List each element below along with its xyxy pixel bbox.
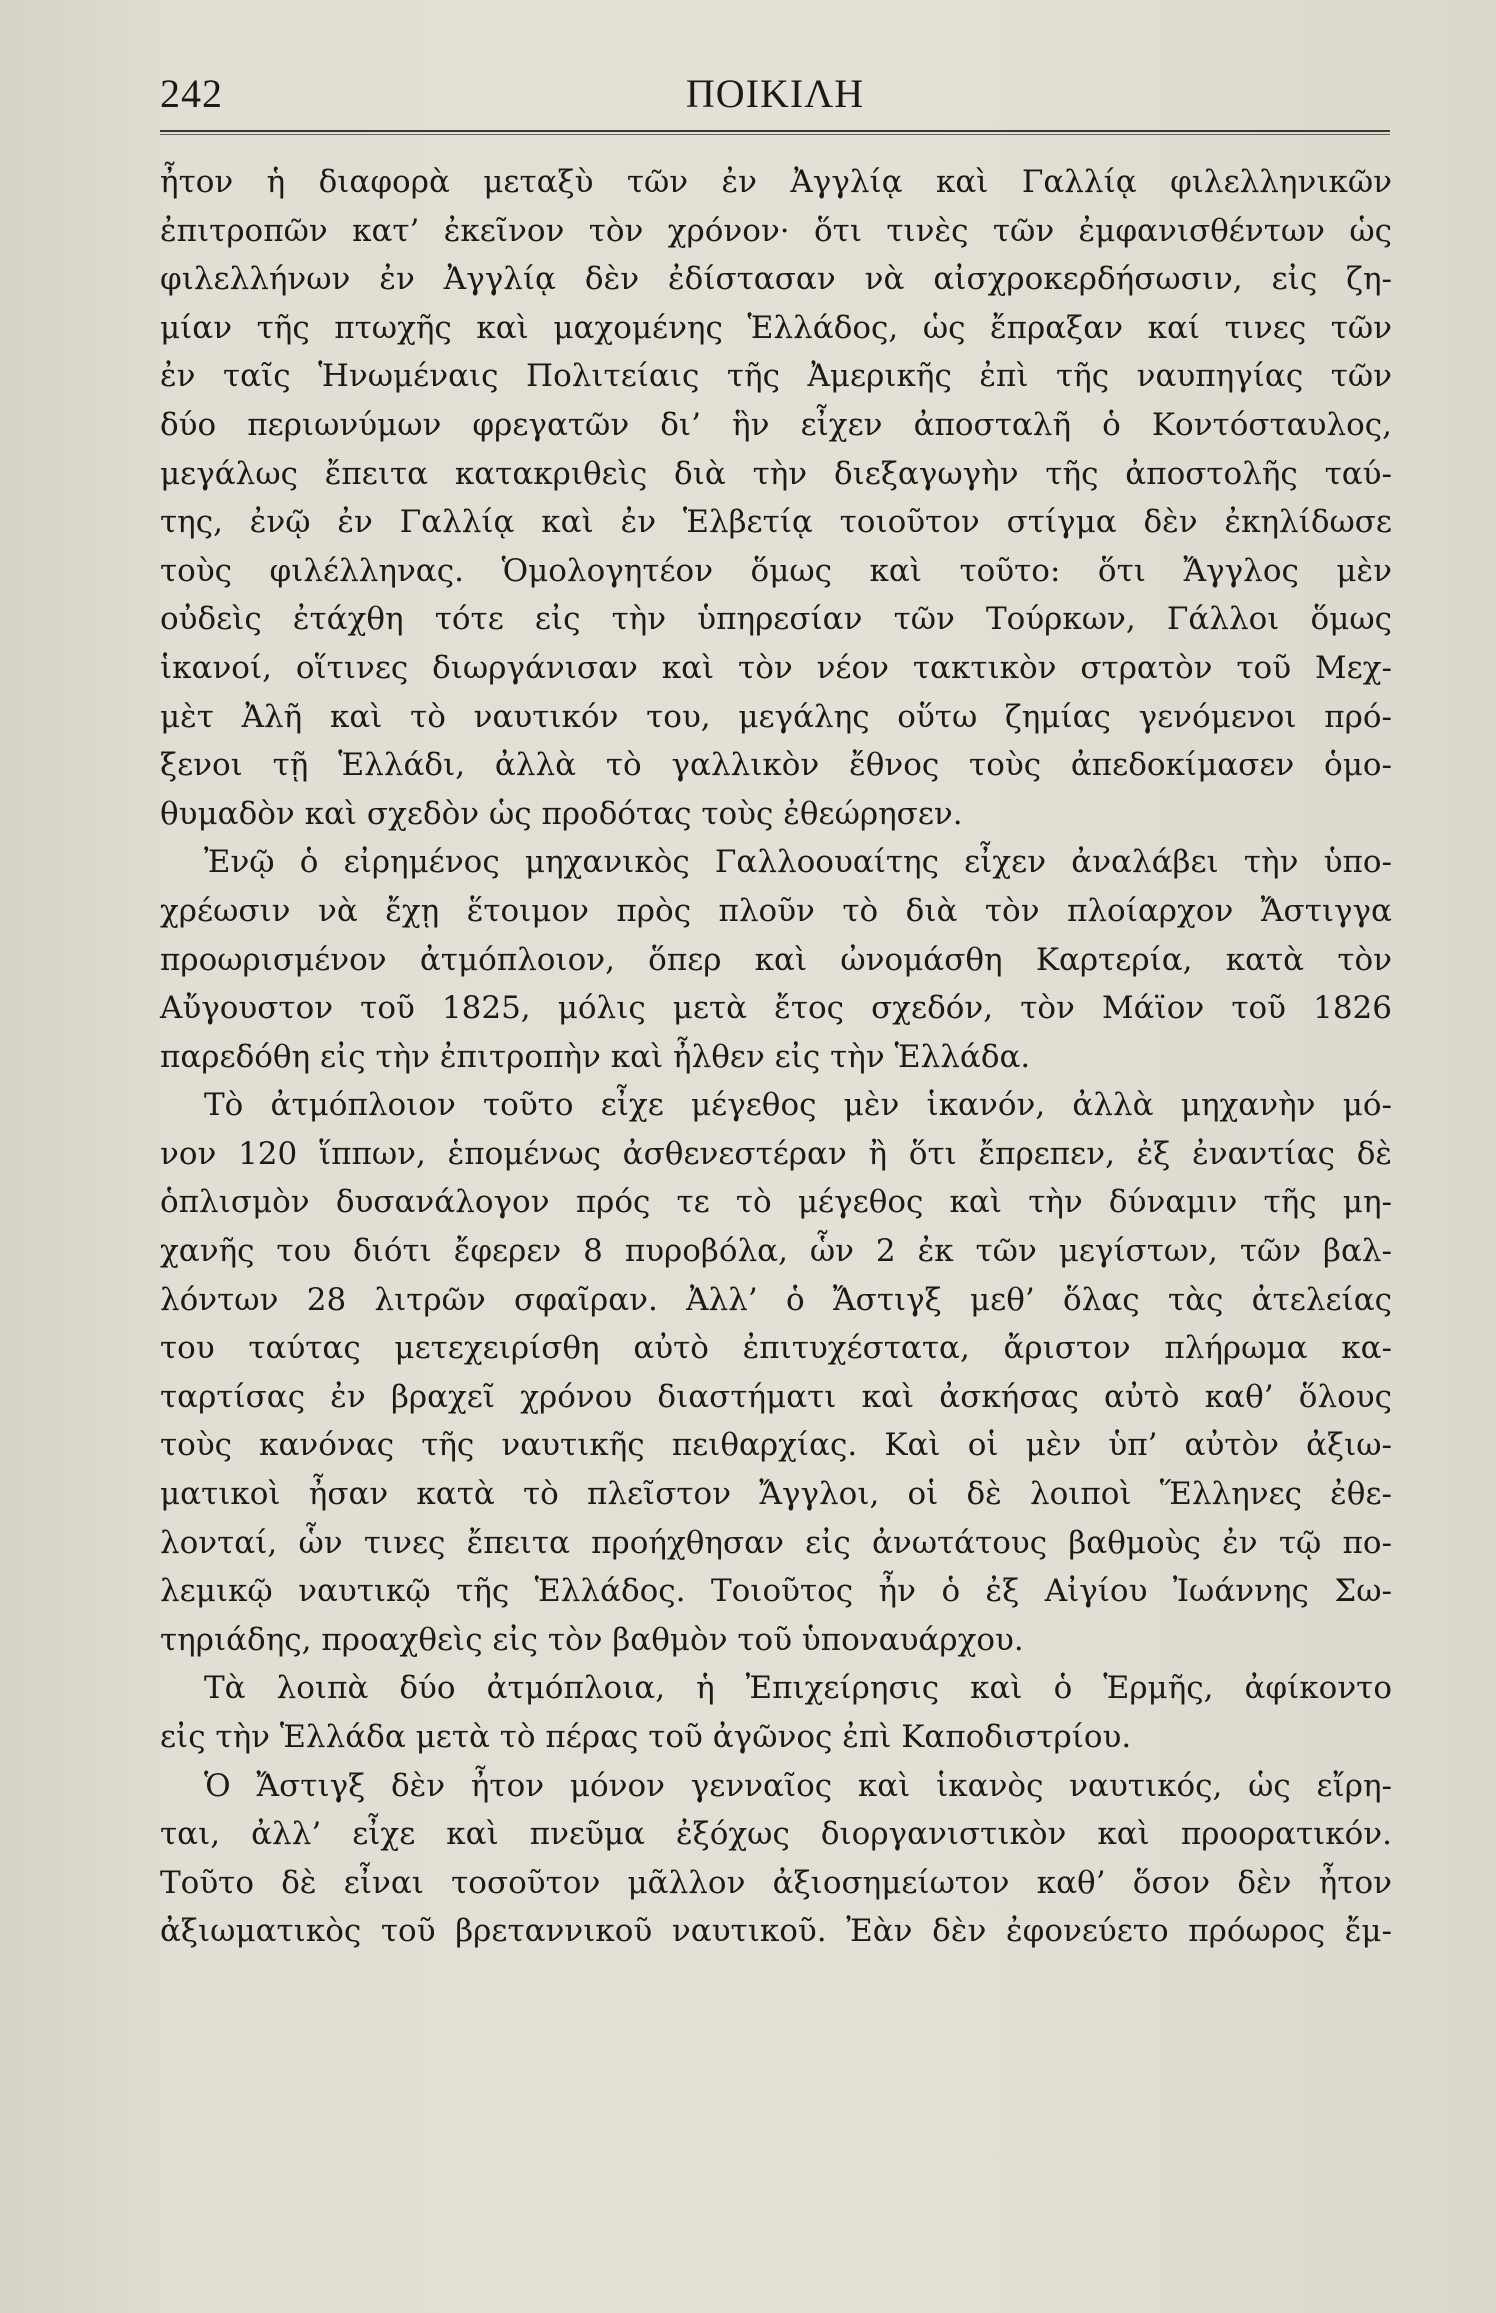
text-line: ξενοι τῇ Ἑλλάδι, ἀλλὰ τὸ γαλλικὸν ἔθνος τοὺς ἀπεδοκίμασεν ὁμο- bbox=[160, 747, 1392, 784]
text-line: του ταύτας μετεχειρίσθη αὐτὸ ἐπιτυχέστατα, ἄριστον πλήρωμα κα- bbox=[160, 1330, 1392, 1367]
text-line: ἀξιωματικὸς τοῦ βρεταννικοῦ ναυτικοῦ. Ἐὰν δὲν ἐφονεύετο πρόωρος ἔμ- bbox=[160, 1913, 1392, 1950]
text-line: Ἐνῷ ὁ εἰρημένος μηχανικὸς Γαλλοουαίτης εἶχεν ἀναλάβει τὴν ὑπο- bbox=[204, 844, 1392, 881]
text-line: Ὁ Ἄστιγξ δὲν ἦτον μόνον γενναῖος καὶ ἱκανὸς ναυτικός, ὡς εἴρη- bbox=[204, 1767, 1392, 1804]
text-line: Τὸ ἀτμόπλοιον τοῦτο εἶχε μέγεθος μὲν ἱκανόν, ἀλλὰ μηχανὴν μό- bbox=[204, 1087, 1392, 1124]
body-text bbox=[160, 158, 1392, 1956]
text-line: χανῆς του διότι ἔφερεν 8 πυροβόλα, ὧν 2 ἐκ τῶν μεγίστων, τῶν βαλ- bbox=[160, 1233, 1392, 1270]
text-line: ἱκανοί, οἵτινες διωργάνισαν καὶ τὸν νέον τακτικὸν στρατὸν τοῦ Μεχ- bbox=[160, 649, 1392, 686]
text-line: νον 120 ἵππων, ἑπομένως ἀσθενεστέραν ἢ ὅτι ἔπρεπεν, ἐξ ἐναντίας δὲ bbox=[160, 1135, 1392, 1172]
text-line: ἐν ταῖς Ἡνωμέναις Πολιτείαις τῆς Ἀμερικῆς ἐπὶ τῆς ναυπηγίας τῶν bbox=[160, 358, 1392, 395]
text-line: δύο περιωνύμων φρεγατῶν δι’ ἣν εἶχεν ἀποσταλῆ ὁ Κοντόσταυλος, bbox=[160, 406, 1392, 443]
page-number: 242 bbox=[160, 71, 223, 116]
text-line: Τοῦτο δὲ εἶναι τοσοῦτον μᾶλλον ἀξιοσημείωτον καθ’ ὅσον δὲν ἦτον bbox=[160, 1864, 1392, 1901]
text-line: μὲτ Ἀλῆ καὶ τὸ ναυτικόν του, μεγάλης οὕτω ζημίας γενόμενοι πρό- bbox=[160, 698, 1392, 735]
text-line: χρέωσιν νὰ ἔχῃ ἕτοιμον πρὸς πλοῦν τὸ διὰ τὸν πλοίαρχον Ἄστιγγα bbox=[160, 892, 1392, 929]
text-line: Αὔγουστον τοῦ 1825, μόλις μετὰ ἔτος σχεδόν, τὸν Μάϊον τοῦ 1826 bbox=[160, 990, 1392, 1027]
text-line: της, ἐνῷ ἐν Γαλλίᾳ καὶ ἐν Ἑλβετίᾳ τοιοῦτον στίγμα δὲν ἐκηλίδωσε bbox=[160, 504, 1392, 541]
text-line: λόντων 28 λιτρῶν σφαῖραν. Ἀλλ’ ὁ Ἄστιγξ μεθ’ ὅλας τὰς ἀτελείας bbox=[160, 1281, 1392, 1318]
running-head: ΠΟΙΚΙΛΗ bbox=[685, 71, 865, 116]
text-line: μίαν τῆς πτωχῆς καὶ μαχομένης Ἑλλάδος, ὡς ἔπραξαν καί τινες τῶν bbox=[160, 309, 1392, 346]
text-line: λονταί, ὧν τινες ἔπειτα προήχθησαν εἰς ἀνωτάτους βαθμοὺς ἐν τῷ πο- bbox=[160, 1524, 1392, 1561]
text-line: Τὰ λοιπὰ δύο ἀτμόπλοια, ἡ Ἐπιχείρησις καὶ ὁ Ἑρμῆς, ἀφίκοντο bbox=[204, 1670, 1392, 1707]
text-line: θυμαδὸν καὶ σχεδὸν ὡς προδότας τοὺς ἐθεώρησεν. bbox=[160, 795, 963, 832]
text-line: ται, ἀλλ’ εἶχε καὶ πνεῦμα ἐξόχως διοργανιστικὸν καὶ προορατικόν. bbox=[160, 1816, 1392, 1853]
text-line: φιλελλήνων ἐν Ἀγγλίᾳ δὲν ἐδίστασαν νὰ αἰσχροκερδήσωσιν, εἰς ζη- bbox=[160, 261, 1392, 298]
text-line: παρεδόθη εἰς τὴν ἐπιτροπὴν καὶ ἦλθεν εἰς τὴν Ἑλλάδα. bbox=[160, 1038, 1031, 1075]
text-line: ὁπλισμὸν δυσανάλογον πρός τε τὸ μέγεθος καὶ τὴν δύναμιν τῆς μη- bbox=[160, 1184, 1392, 1221]
text-line: τηριάδης, προαχθεὶς εἰς τὸν βαθμὸν τοῦ ὑποναυάρχου. bbox=[160, 1621, 1024, 1658]
text-line: τοὺς κανόνας τῆς ναυτικῆς πειθαρχίας. Καὶ οἱ μὲν ὑπ’ αὐτὸν ἀξιω- bbox=[160, 1427, 1392, 1464]
text-line: προωρισμένον ἀτμόπλοιον, ὅπερ καὶ ὠνομάσθη Καρτερία, κατὰ τὸν bbox=[160, 941, 1392, 978]
text-line: ταρτίσας ἐν βραχεῖ χρόνου διαστήματι καὶ ἀσκήσας αὐτὸ καθ’ ὅλους bbox=[160, 1378, 1392, 1415]
text-line: ματικοὶ ἦσαν κατὰ τὸ πλεῖστον Ἄγγλοι, οἱ δὲ λοιποὶ Ἕλληνες ἐθε- bbox=[160, 1476, 1392, 1513]
text-line: λεμικῷ ναυτικῷ τῆς Ἑλλάδος. Τοιοῦτος ἦν ὁ ἐξ Αἰγίου Ἰωάννης Σω- bbox=[160, 1573, 1392, 1610]
text-line: ἐπιτροπῶν κατ’ ἐκεῖνον τὸν χρόνον· ὅτι τινὲς τῶν ἐμφανισθέντων ὡς bbox=[160, 212, 1392, 249]
page-header bbox=[160, 64, 1390, 134]
text-line: μεγάλως ἔπειτα κατακριθεὶς διὰ τὴν διεξαγωγὴν τῆς ἀποστολῆς ταύ- bbox=[160, 455, 1392, 492]
text-line: τοὺς φιλέλληνας. Ὁμολογητέον ὅμως καὶ τοῦτο: ὅτι Ἄγγλος μὲν bbox=[160, 552, 1392, 589]
text-line: ἦτον ἡ διαφορὰ μεταξὺ τῶν ἐν Ἀγγλίᾳ καὶ Γαλλίᾳ φιλελληνικῶν bbox=[160, 164, 1392, 200]
text-line: οὐδεὶς ἐτάχθη τότε εἰς τὴν ὑπηρεσίαν τῶν Τούρκων, Γάλλοι ὅμως bbox=[160, 601, 1392, 638]
header-rule bbox=[160, 130, 1390, 132]
text-line: εἰς τὴν Ἑλλάδα μετὰ τὸ πέρας τοῦ ἀγῶνος ἐπὶ Καποδιστρίου. bbox=[160, 1719, 1132, 1755]
